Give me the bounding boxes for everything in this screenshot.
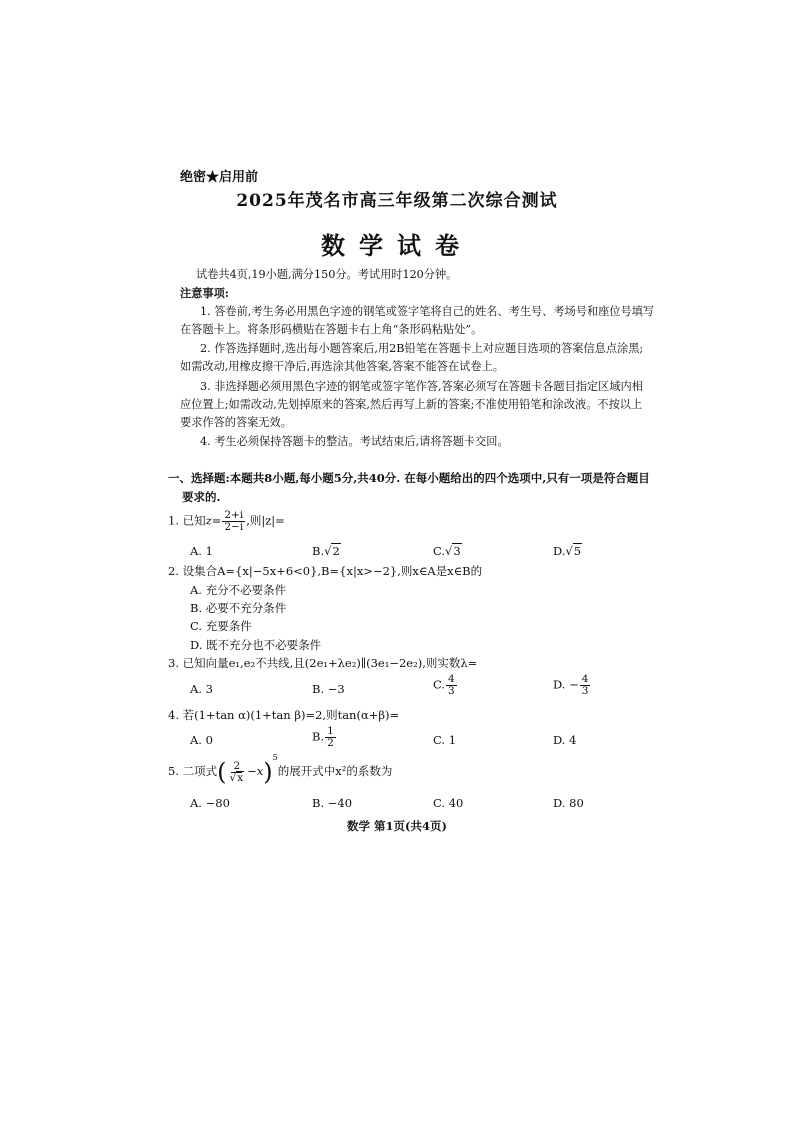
q3-d-fraction (580, 674, 591, 697)
q4-option-c: C. 1 (433, 733, 457, 747)
q1-denominator: 2−i (224, 521, 244, 533)
q1-option-d (553, 544, 582, 558)
note-3b: 应位置上;如需改动,先划掉原来的答案,然后再写上新的答案;不准使用铅笔和涂改液。不按以上 (180, 398, 643, 411)
q3-c-den: 3 (448, 685, 455, 697)
left-paren-icon: ( (217, 758, 227, 786)
q5-suffix: 的展开式中x²的系数为 (277, 764, 393, 778)
q3-d-den: 3 (581, 685, 589, 697)
q3-option-a: A. 3 (190, 682, 213, 696)
q4-option-d: D. 4 (553, 733, 577, 747)
q4-b-label: B. (312, 729, 325, 744)
q5-minus-x: −x (247, 764, 264, 778)
note-1a: 1. 答卷前,考生务必用黑色字迹的钢笔或签字笔将自己的姓名、考生号、考场号和座位号填写 (200, 305, 655, 318)
note-2b: 如需改动,用橡皮擦干净后,再选涂其他答案,答案不能答在试卷上。 (180, 360, 504, 373)
subject-title: 数学试卷 (321, 231, 473, 260)
note-3c: 要求作答的答案无效。 (180, 416, 292, 429)
q5-exponent: 5 (272, 753, 278, 763)
page-footer: 数学 第1页(共4页) (347, 819, 447, 833)
question-4-stem: 4. 若(1+tan α)(1+tan β)=2,则tan(α+β)= (168, 708, 400, 722)
section-heading: 一、选择题:本题共8小题,每小题5分,共40分. 在每小题给出的四个选项中,只有一项是符合题目 (168, 471, 650, 485)
q1-prefix: 1. 已知 (168, 513, 206, 528)
q3-option-d (553, 674, 591, 697)
q2-option-c: C. 充要条件 (190, 619, 252, 633)
q1-d-label: D. (553, 544, 566, 558)
right-paren-icon: ) (263, 758, 273, 786)
q3-d-num: 4 (581, 673, 589, 685)
q1-option-a: A. 1 (190, 544, 213, 558)
q1-d-radicand: 5 (573, 544, 582, 558)
q2-option-a: A. 充分不必要条件 (190, 583, 287, 597)
sqrt-icon: √ (445, 544, 453, 558)
q1-option-c (433, 544, 462, 558)
q5-option-b: B. −40 (312, 796, 353, 810)
sqrt-icon: √ (565, 544, 573, 558)
sqrt-icon: √ (229, 771, 237, 784)
q4-option-b (312, 726, 337, 749)
q4-b-den: 2 (327, 737, 334, 749)
question-3-stem: 3. 已知向量e₁,e₂不共线,且(2e₁+λe₂)∥(3e₁−2e₂),则实数λ= (168, 656, 478, 670)
q5-fraction (228, 761, 247, 784)
note-3a: 3. 非选择题必须用黑色字迹的钢笔或签字笔作答,答案必须写在答题卡各题目指定区域内相 (200, 380, 643, 393)
q5-option-a: A. −80 (190, 796, 230, 810)
q1-c-label: C. (433, 544, 446, 558)
section-heading-cont: 要求的. (182, 490, 221, 504)
q5-prefix: 5. 二项式 (168, 764, 218, 778)
q1-eq: = (211, 513, 222, 528)
q5-num: 2 (233, 759, 241, 772)
sqrt-icon: √ (324, 544, 332, 558)
q5-option-c: C. 40 (433, 796, 464, 810)
intro-line: 试卷共4页,19小题,满分150分。考试用时120分钟。 (196, 268, 458, 281)
q1-fraction (222, 510, 245, 533)
q3-option-b: B. −3 (312, 682, 345, 696)
q1-c-radicand: 3 (453, 544, 461, 558)
q4-b-num: 1 (327, 725, 334, 737)
q5-den-radicand: x (237, 771, 244, 784)
q1-option-b (312, 544, 341, 558)
question-5-stem (168, 753, 393, 786)
note-4: 4. 考生必须保持答题卡的整洁。考试结束后,请将答题卡交回。 (200, 435, 509, 448)
note-2a: 2. 作答选择题时,选出每小题答案后,用2B铅笔在答题卡上对应题目选项的答案信息点涂黑; (200, 342, 644, 355)
q3-c-num: 4 (448, 673, 455, 685)
secret-mark: 绝密★启用前 (180, 170, 259, 185)
q4-b-fraction (325, 726, 336, 749)
q2-option-d: D. 既不充分也不必要条件 (190, 638, 322, 652)
q1-suffix: ,则|z|= (246, 513, 285, 528)
q3-c-label: C. (433, 677, 446, 692)
q1-var: z (205, 513, 212, 528)
q1-b-radicand: 2 (332, 544, 340, 558)
q1-numerator: 2+i (224, 509, 244, 521)
q3-d-label: D. − (553, 677, 579, 692)
q2-option-b: B. 必要不充分条件 (190, 601, 287, 615)
question-2-stem: 2. 设集合A={x|−5x+6<0},B={x|x>−2},则x∈A是x∈B的 (168, 564, 483, 578)
question-1-stem (168, 510, 285, 533)
q1-b-label: B. (312, 544, 325, 558)
note-1b: 在答题卡上。将条形码横贴在答题卡右上角“条形码粘贴处”。 (180, 323, 483, 336)
q3-option-c (433, 674, 458, 697)
q3-c-fraction (446, 674, 457, 697)
notes-title: 注意事项: (180, 286, 229, 300)
exam-title: 2025年茂名市高三年级第二次综合测试 (236, 191, 558, 211)
q5-den (228, 773, 247, 784)
q4-option-a: A. 0 (190, 733, 213, 747)
q5-option-d: D. 80 (553, 796, 584, 810)
